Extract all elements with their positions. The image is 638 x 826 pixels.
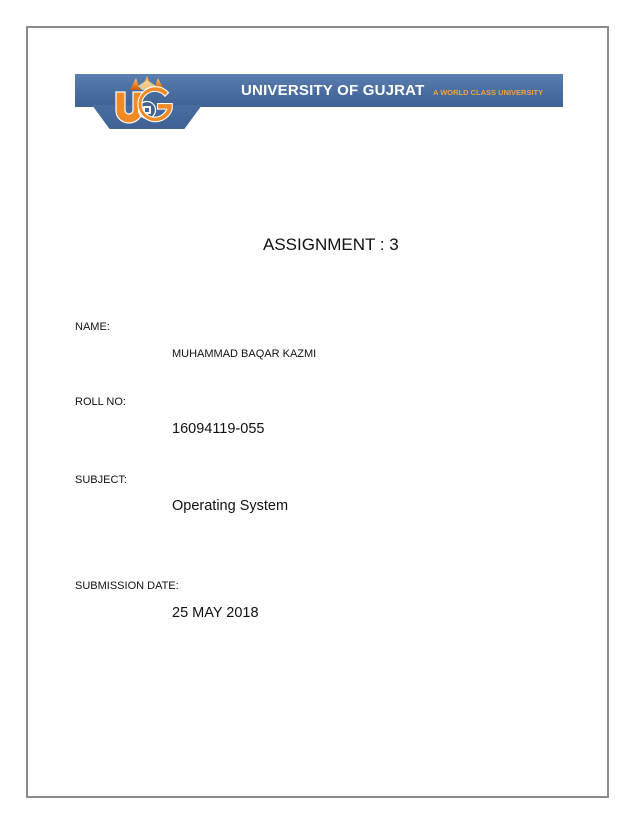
assignment-title: ASSIGNMENT : 3 <box>263 235 399 254</box>
submission-date-label: SUBMISSION DATE: <box>75 580 179 592</box>
university-name: UNIVERSITY OF GUJRAT <box>241 82 425 99</box>
page-border <box>26 26 609 798</box>
name-value: MUHAMMAD BAQAR KAZMI <box>172 348 317 360</box>
submission-date-value: 25 MAY 2018 <box>172 605 259 621</box>
roll-no-value: 16094119-055 <box>172 421 265 437</box>
subject-value: Operating System <box>172 498 289 514</box>
roll-no-label: ROLL NO: <box>75 396 126 408</box>
university-tagline: A WORLD CLASS UNIVERSITY <box>433 88 544 97</box>
name-label: NAME: <box>75 321 110 333</box>
university-logo <box>112 76 182 124</box>
subject-label: SUBJECT: <box>75 474 127 486</box>
